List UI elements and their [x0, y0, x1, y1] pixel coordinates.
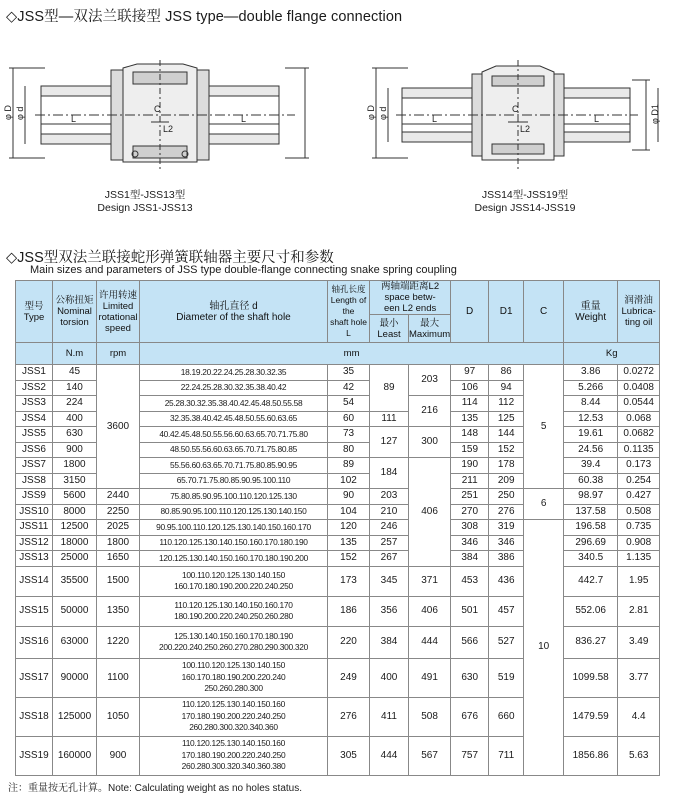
cell-type: JSS5	[16, 427, 53, 443]
cell-maximum: 371	[409, 566, 451, 596]
cell-type: JSS9	[16, 489, 53, 505]
cell-bore	[140, 489, 328, 505]
cell-type: JSS14	[16, 566, 53, 596]
cell-torsion: 125000	[53, 697, 97, 736]
bore-line: 160.170.180.190.200.220.240.250	[174, 581, 293, 591]
table-row	[16, 736, 660, 775]
table-row	[16, 535, 660, 551]
cell-bore	[140, 504, 328, 520]
cell-weight: 60.38	[564, 473, 618, 489]
table-row	[16, 489, 660, 505]
cell-oil: 0.0544	[618, 396, 660, 412]
cell-D1: 660	[489, 697, 524, 736]
cell-speed: 1350	[97, 596, 140, 626]
cell-C: 10	[524, 520, 564, 776]
cell-torsion: 5600	[53, 489, 97, 505]
weight-note: 注：重量按无孔计算。Note: Calculating weight as no holes status.	[8, 783, 302, 794]
cell-length: 102	[328, 473, 370, 489]
cell-length: 54	[328, 396, 370, 412]
cell-D1: 178	[489, 458, 524, 474]
cell-weight: 12.53	[564, 411, 618, 427]
cell-oil: 2.81	[618, 596, 660, 626]
cell-length: 173	[328, 566, 370, 596]
cell-type: JSS16	[16, 626, 53, 658]
cell-speed: 1800	[97, 535, 140, 551]
bore-line: 22.24.25.28.30.32.35.38.40.42	[180, 382, 287, 392]
cell-oil: 0.908	[618, 535, 660, 551]
cell-bore	[140, 380, 328, 396]
cell-least: 384	[370, 626, 409, 658]
cell-length: 104	[328, 504, 370, 520]
table-row	[16, 596, 660, 626]
cell-speed: 1500	[97, 566, 140, 596]
bore-line: 200.220.240.250.260.270.280.290.300.320	[159, 642, 308, 652]
cell-D: 308	[451, 520, 489, 536]
unit-rpm: rpm	[97, 343, 140, 365]
cell-torsion: 140	[53, 380, 97, 396]
cell-D1: 436	[489, 566, 524, 596]
bore-line: 75.80.85.90.95.100.110.120.125.130	[170, 490, 297, 501]
cell-D: 251	[451, 489, 489, 505]
unit-blank	[16, 343, 53, 365]
cell-D: 346	[451, 535, 489, 551]
cell-maximum: 203	[409, 365, 451, 396]
cell-D1: 527	[489, 626, 524, 658]
cell-oil: 0.173	[618, 458, 660, 474]
cell-bore	[140, 658, 328, 697]
cell-torsion: 900	[53, 442, 97, 458]
cell-length: 42	[328, 380, 370, 396]
unit-mm: mm	[140, 343, 564, 365]
cell-maximum: 444	[409, 626, 451, 658]
cell-type: JSS2	[16, 380, 53, 396]
cell-bore	[140, 427, 328, 443]
cell-length: 35	[328, 365, 370, 381]
caption-design: Design JSS1-JSS13	[97, 202, 193, 214]
cell-oil: 3.77	[618, 658, 660, 697]
cell-type: JSS3	[16, 396, 53, 412]
spec-table-body	[16, 365, 660, 776]
cell-D1: 276	[489, 504, 524, 520]
cell-speed: 1220	[97, 626, 140, 658]
cell-length: 152	[328, 551, 370, 567]
cell-speed: 2440	[97, 489, 140, 505]
cell-weight: 1479.59	[564, 697, 618, 736]
cell-oil: 0.0408	[618, 380, 660, 396]
header-type: 型号 Type	[16, 281, 53, 343]
cell-D1: 346	[489, 535, 524, 551]
cell-D: 676	[451, 697, 489, 736]
bore-line: 80.85.90.95.100.110.120.125.130.140.150	[160, 506, 307, 516]
cell-least: 257	[370, 535, 409, 551]
cell-maximum: 406	[409, 458, 451, 567]
cell-length: 249	[328, 658, 370, 697]
caption-type: JSS1型-JSS13型	[104, 189, 186, 201]
cell-length: 120	[328, 520, 370, 536]
cell-torsion: 1800	[53, 458, 97, 474]
cell-maximum: 508	[409, 697, 451, 736]
cell-weight: 3.86	[564, 365, 618, 381]
cell-D: 630	[451, 658, 489, 697]
cell-D: 757	[451, 736, 489, 775]
cell-speed: 2025	[97, 520, 140, 536]
cell-length: 220	[328, 626, 370, 658]
cell-maximum: 216	[409, 396, 451, 427]
dim-label-C: C	[154, 104, 161, 114]
header-end-spacing: 两轴端距离L2 space betw- een L2 ends	[370, 281, 451, 315]
cell-torsion: 35500	[53, 566, 97, 596]
bore-line: 32.35.38.40.42.45.48.50.55.60.63.65	[170, 413, 297, 423]
cell-type: JSS8	[16, 473, 53, 489]
cell-least: 184	[370, 458, 409, 489]
cell-type: JSS13	[16, 551, 53, 567]
header-shaft-hole-length: 轴孔长度 Length of the shaft hole L	[328, 281, 370, 343]
cell-weight: 19.61	[564, 427, 618, 443]
cell-D: 148	[451, 427, 489, 443]
bore-line: 18.19.20.22.24.25.28.30.32.35	[180, 366, 287, 377]
header-maximum: 最大 Maximum	[409, 315, 451, 343]
cell-D: 501	[451, 596, 489, 626]
cell-torsion: 18000	[53, 535, 97, 551]
cell-torsion: 160000	[53, 736, 97, 775]
cell-speed: 1650	[97, 551, 140, 567]
cell-bore	[140, 697, 328, 736]
cell-length: 60	[328, 411, 370, 427]
cell-type: JSS15	[16, 596, 53, 626]
cell-oil: 0.508	[618, 504, 660, 520]
dim-label-L2: L2	[520, 124, 531, 134]
cell-weight: 196.58	[564, 520, 618, 536]
bore-line: 110.120.125.130.140.150.160.170	[174, 599, 293, 610]
cell-bore	[140, 736, 328, 775]
unit-kg: Kg	[564, 343, 660, 365]
cell-torsion: 63000	[53, 626, 97, 658]
cell-length: 135	[328, 535, 370, 551]
bore-line: 110.120.125.130.140.150.160.170.180.190	[159, 537, 308, 547]
cell-torsion: 90000	[53, 658, 97, 697]
bore-line: 120.125.130.140.150.160.170.180.190.200	[159, 552, 308, 563]
cell-length: 73	[328, 427, 370, 443]
cell-oil: 3.49	[618, 626, 660, 658]
cell-C: 6	[524, 489, 564, 520]
cell-torsion: 8000	[53, 504, 97, 520]
bore-line: 100.110.120.125.130.140.150	[181, 569, 286, 580]
cell-least: 356	[370, 596, 409, 626]
cell-type: JSS19	[16, 736, 53, 775]
cell-bore	[140, 566, 328, 596]
cell-weight: 137.58	[564, 504, 618, 520]
cell-type: JSS6	[16, 442, 53, 458]
cell-torsion: 45	[53, 365, 97, 381]
bore-line: 110.120.125.130.140.150.160	[181, 699, 286, 710]
table-row	[16, 365, 660, 381]
cell-least: 127	[370, 427, 409, 458]
cell-oil: 0.0272	[618, 365, 660, 381]
cell-bore	[140, 411, 328, 427]
dim-label-C: C	[512, 104, 519, 114]
cell-weight: 98.97	[564, 489, 618, 505]
cell-speed: 2250	[97, 504, 140, 520]
section-title-main-sizes: ◇JSS型双法兰联接蛇形弹簧联轴器主要尺寸和参数	[6, 250, 334, 266]
cell-bore	[140, 551, 328, 567]
table-row	[16, 504, 660, 520]
cell-torsion: 12500	[53, 520, 97, 536]
cell-least: 400	[370, 658, 409, 697]
cell-oil: 1.135	[618, 551, 660, 567]
cell-length: 276	[328, 697, 370, 736]
cell-speed: 3600	[97, 365, 140, 489]
cell-D1: 209	[489, 473, 524, 489]
bore-line: 100.110.120.125.130.140.150	[181, 660, 286, 671]
cell-type: JSS1	[16, 365, 53, 381]
header-shaft-hole-diameter: 轴孔直径 d Diameter of the shaft hole	[140, 281, 328, 343]
bore-line: 250.260.280.300	[204, 683, 263, 694]
cell-bore	[140, 442, 328, 458]
cell-weight: 24.56	[564, 442, 618, 458]
dim-label-L-right: L	[241, 114, 247, 124]
dim-label-D: φ D	[3, 105, 13, 120]
table-row	[16, 520, 660, 536]
header-nominal-torsion: 公称扭矩 Nominal torsion	[53, 281, 97, 343]
cell-D: 566	[451, 626, 489, 658]
cell-bore	[140, 365, 328, 381]
cell-bore	[140, 535, 328, 551]
cell-oil: 0.427	[618, 489, 660, 505]
cell-bore	[140, 596, 328, 626]
cell-least: 210	[370, 504, 409, 520]
cell-D: 384	[451, 551, 489, 567]
cell-weight: 442.7	[564, 566, 618, 596]
table-row	[16, 626, 660, 658]
cell-oil: 1.95	[618, 566, 660, 596]
cell-D1: 152	[489, 442, 524, 458]
cell-D1: 711	[489, 736, 524, 775]
cell-least: 267	[370, 551, 409, 567]
bore-line: 170.180.190.200.220.240.250	[181, 710, 286, 721]
cell-weight: 340.5	[564, 551, 618, 567]
bore-line: 260.280.300.320.340.360	[189, 722, 278, 733]
cell-weight: 39.4	[564, 458, 618, 474]
bore-line: 25.28.30.32.35.38.40.42.45.48.50.55.58	[164, 397, 303, 408]
header-D: D	[451, 281, 489, 343]
right-diagram-caption	[425, 189, 625, 215]
cell-D: 106	[451, 380, 489, 396]
header-C: C	[524, 281, 564, 343]
cell-least: 111	[370, 411, 409, 427]
cell-least: 89	[370, 365, 409, 412]
cell-weight: 552.06	[564, 596, 618, 626]
cell-length: 89	[328, 458, 370, 474]
dim-label-d: φ d	[378, 106, 388, 120]
cell-bore	[140, 520, 328, 536]
cell-weight: 296.69	[564, 535, 618, 551]
bore-line: 125.130.140.150.160.170.180.190	[174, 630, 293, 641]
cell-maximum: 567	[409, 736, 451, 775]
cell-weight: 836.27	[564, 626, 618, 658]
cell-torsion: 3150	[53, 473, 97, 489]
table-row	[16, 697, 660, 736]
cell-D1: 125	[489, 411, 524, 427]
dim-label-d: φ d	[15, 106, 25, 120]
dim-label-D: φ D	[366, 105, 376, 120]
cell-oil: 0.735	[618, 520, 660, 536]
bore-line: 260.280.300.320.340.360.380	[181, 761, 286, 772]
bore-line: 170.180.190.200.220.240.250	[181, 749, 286, 760]
header-weight: 重量 Weight	[564, 281, 618, 343]
cell-torsion: 630	[53, 427, 97, 443]
bore-line: 65.70.71.75.80.85.90.95.100.110	[176, 475, 291, 485]
cell-D: 114	[451, 396, 489, 412]
cell-type: JSS4	[16, 411, 53, 427]
cell-weight: 1856.86	[564, 736, 618, 775]
cell-D: 97	[451, 365, 489, 381]
cell-length: 90	[328, 489, 370, 505]
cell-oil: 0.1135	[618, 442, 660, 458]
cell-D1: 94	[489, 380, 524, 396]
caption-design: Design JSS14-JSS19	[474, 202, 576, 214]
dim-label-L-left: L	[432, 114, 438, 124]
cell-type: JSS10	[16, 504, 53, 520]
cell-type: JSS12	[16, 535, 53, 551]
bore-line: 160.170.180.190.200.220.240	[181, 671, 286, 682]
cell-oil: 0.254	[618, 473, 660, 489]
cell-torsion: 400	[53, 411, 97, 427]
cell-type: JSS7	[16, 458, 53, 474]
cell-least: 345	[370, 566, 409, 596]
cell-D: 190	[451, 458, 489, 474]
header-speed: 许用转速 Limited rotational speed	[97, 281, 140, 343]
caption-type: JSS14型-JSS19型	[481, 189, 569, 201]
cell-least: 411	[370, 697, 409, 736]
bore-line: 55.56.60.63.65.70.71.75.80.85.90.95	[170, 459, 297, 470]
cell-bore	[140, 458, 328, 474]
header-D1: D1	[489, 281, 524, 343]
table-row	[16, 551, 660, 567]
spec-table	[15, 280, 660, 776]
cell-torsion: 224	[53, 396, 97, 412]
cell-D: 159	[451, 442, 489, 458]
cell-bore	[140, 473, 328, 489]
cell-D1: 144	[489, 427, 524, 443]
cell-C: 5	[524, 365, 564, 489]
cell-torsion: 25000	[53, 551, 97, 567]
cell-length: 80	[328, 442, 370, 458]
cell-D: 135	[451, 411, 489, 427]
cell-D1: 386	[489, 551, 524, 567]
cell-bore	[140, 396, 328, 412]
coupling-diagram-jss14-19	[368, 58, 673, 178]
cell-bore	[140, 626, 328, 658]
cell-D1: 250	[489, 489, 524, 505]
cell-oil: 5.63	[618, 736, 660, 775]
cell-length: 186	[328, 596, 370, 626]
cell-D1: 519	[489, 658, 524, 697]
bore-line: 110.120.125.130.140.150.160	[181, 738, 286, 749]
cell-weight: 8.44	[564, 396, 618, 412]
cell-weight: 1099.58	[564, 658, 618, 697]
bore-line: 40.42.45.48.50.55.56.60.63.65.70.71.75.80	[159, 428, 308, 439]
cell-least: 203	[370, 489, 409, 505]
table-row	[16, 566, 660, 596]
header-least: 最小 Least	[370, 315, 409, 343]
cell-D: 453	[451, 566, 489, 596]
left-diagram-caption	[45, 189, 245, 215]
dim-label-L-left: L	[71, 114, 77, 124]
header-lubricating-oil: 润滑油 Lubrica- ting oil	[618, 281, 660, 343]
unit-nm: N.m	[53, 343, 97, 365]
cell-oil: 0.068	[618, 411, 660, 427]
cell-torsion: 50000	[53, 596, 97, 626]
cell-D1: 86	[489, 365, 524, 381]
cell-speed: 1100	[97, 658, 140, 697]
cell-least: 246	[370, 520, 409, 536]
cell-weight: 5.266	[564, 380, 618, 396]
cell-D1: 112	[489, 396, 524, 412]
dim-label-L2: L2	[163, 124, 174, 134]
cell-D1: 319	[489, 520, 524, 536]
table-row	[16, 658, 660, 697]
cell-type: JSS18	[16, 697, 53, 736]
coupling-diagram-jss1-13	[5, 58, 325, 178]
cell-type: JSS11	[16, 520, 53, 536]
bore-line: 48.50.55.56.60.63.65.70.71.75.80.85	[170, 444, 297, 454]
cell-D: 211	[451, 473, 489, 489]
cell-speed: 900	[97, 736, 140, 775]
cell-maximum: 300	[409, 427, 451, 458]
cell-maximum: 406	[409, 596, 451, 626]
dim-label-L-right: L	[594, 114, 600, 124]
cell-oil: 4.4	[618, 697, 660, 736]
bore-line: 90.95.100.110.120.125.130.140.150.160.170	[156, 521, 311, 532]
cell-least: 444	[370, 736, 409, 775]
section-subtitle-main-sizes: Main sizes and parameters of JSS type double-flange connecting snake spring coupling	[30, 264, 457, 276]
dim-label-D1: φ D1	[650, 104, 660, 124]
cell-maximum: 491	[409, 658, 451, 697]
cell-length: 305	[328, 736, 370, 775]
section-title-double-flange: ◇JSS型—双法兰联接型 JSS type—double flange connection	[6, 9, 403, 25]
cell-speed: 1050	[97, 697, 140, 736]
cell-D: 270	[451, 504, 489, 520]
cell-type: JSS17	[16, 658, 53, 697]
bore-line: 180.190.200.220.240.250.260.280	[174, 611, 293, 621]
cell-D1: 457	[489, 596, 524, 626]
cell-oil: 0.0682	[618, 427, 660, 443]
